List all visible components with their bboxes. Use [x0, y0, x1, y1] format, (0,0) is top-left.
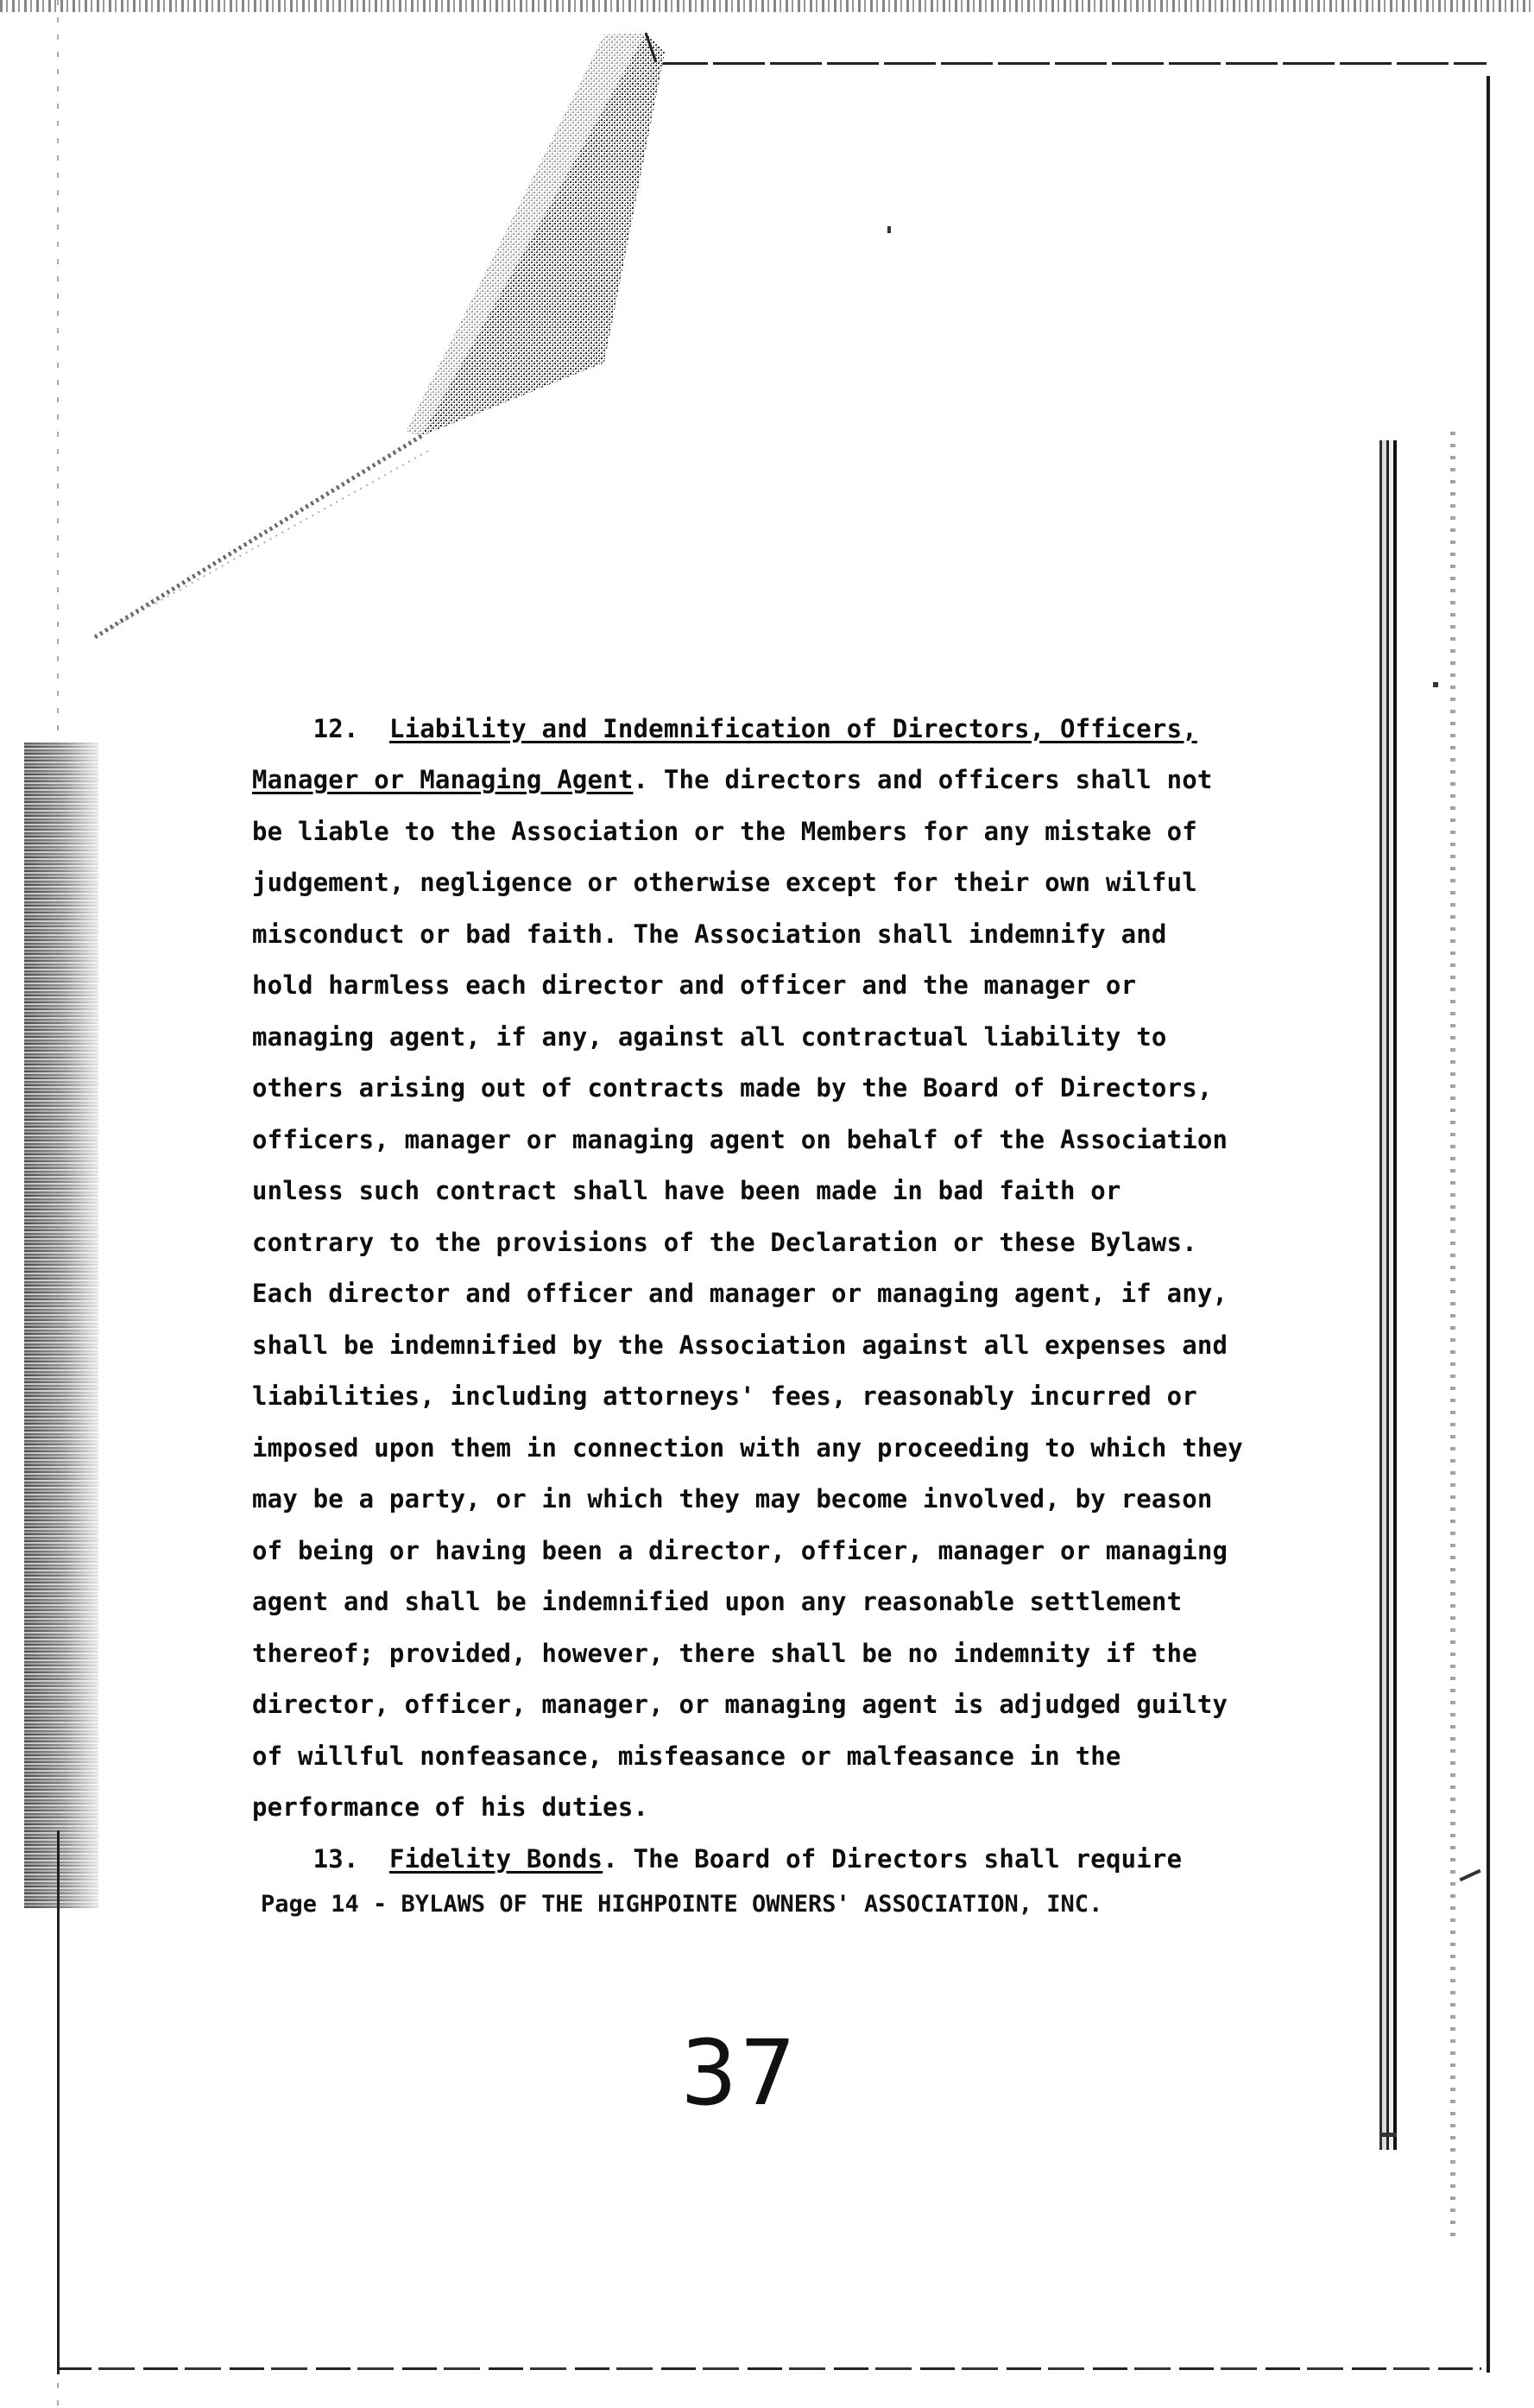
section-12-line: misconduct or bad faith. The Association shall indemnify and: [252, 919, 1167, 949]
section-12-line: performance of his duties.: [252, 1792, 649, 1822]
section-12-heading-line: [252, 704, 1253, 755]
section-12-line: contrary to the provisions of the Declaration or these Bylaws.: [252, 1227, 1197, 1257]
section-13-number: 13.: [312, 1843, 359, 1874]
section-12-line: judgement, negligence or otherwise except for their own wilful: [252, 868, 1197, 897]
scan-right-dotted-line: [1450, 432, 1455, 2245]
scan-speck: [1459, 1869, 1480, 1882]
section-12-line: others arising out of contracts made by the Board of Directors,: [252, 1073, 1213, 1103]
section-13-heading: Fidelity Bonds: [388, 1843, 603, 1874]
section-12-line: be liable to the Association or the Members for any mistake of: [252, 816, 1197, 846]
scan-left-shadow-fade: [24, 743, 98, 1908]
scan-speck: [887, 226, 891, 233]
section-12-line: thereof; provided, however, there shall be no indemnity if the: [252, 1638, 1197, 1668]
page-left-border: [57, 1830, 60, 2374]
scan-speck: [1381, 2133, 1397, 2137]
section-12-line: hold harmless each director and officer and the manager or: [252, 970, 1137, 1000]
section-12-line: of willful nonfeasance, misfeasance or malfeasance in the: [252, 1741, 1121, 1771]
section-12-heading-part1: Liability and Indemnification of Directors, Officers,: [388, 713, 1197, 743]
section-13-text: . The Board of Directors shall require: [603, 1843, 1183, 1874]
document-body: [252, 652, 1253, 1937]
section-12-line: managing agent, if any, against all contractual liability to: [252, 1021, 1167, 1052]
page-right-border: [1487, 76, 1490, 2373]
section-12-line: unless such contract shall have been made in bad faith or: [252, 1176, 1121, 1205]
scan-speck: [1433, 682, 1438, 687]
section-12-number: 12.: [312, 713, 359, 743]
section-12-line: may be a party, or in which they may become involved, by reason: [252, 1484, 1213, 1514]
section-13-line: [252, 1834, 1253, 1886]
page-bottom-border: [57, 2367, 1481, 2370]
section-12-heading-part2: Manager or Managing Agent: [252, 765, 634, 794]
section-12-line: director, officer, manager, or managing agent is adjudged guilty: [252, 1690, 1228, 1719]
section-12-line: of being or having been a director, officer, manager or managing: [252, 1535, 1228, 1565]
section-12-line: Each director and officer and manager or managing agent, if any,: [252, 1279, 1228, 1308]
folded-corner-shadow: [0, 0, 1534, 656]
handwritten-page-number: 37: [680, 2020, 799, 2126]
section-12-line: imposed upon them in connection with any proceeding to which they: [252, 1432, 1243, 1463]
section-12-line: agent and shall be indemnified upon any reasonable settlement: [252, 1587, 1183, 1616]
scan-edge-top: [0, 0, 1534, 12]
section-12-line: [252, 755, 1253, 806]
scan-right-binding-bar: [1379, 440, 1398, 2150]
section-12-line: liabilities, including attorneys' fees, reasonably incurred or: [252, 1381, 1197, 1411]
section-12-line: officers, manager or managing agent on behalf of the Association: [252, 1124, 1228, 1154]
section-12-text: . The directors and officers shall not: [633, 765, 1213, 794]
section-12-line: shall be indemnified by the Association against all expenses and: [252, 1330, 1228, 1360]
page-top-border: [656, 62, 1487, 65]
page-footer: Page 14 - BYLAWS OF THE HIGHPOINTE OWNERS' ASSOCIATION, INC.: [261, 1891, 1103, 1918]
